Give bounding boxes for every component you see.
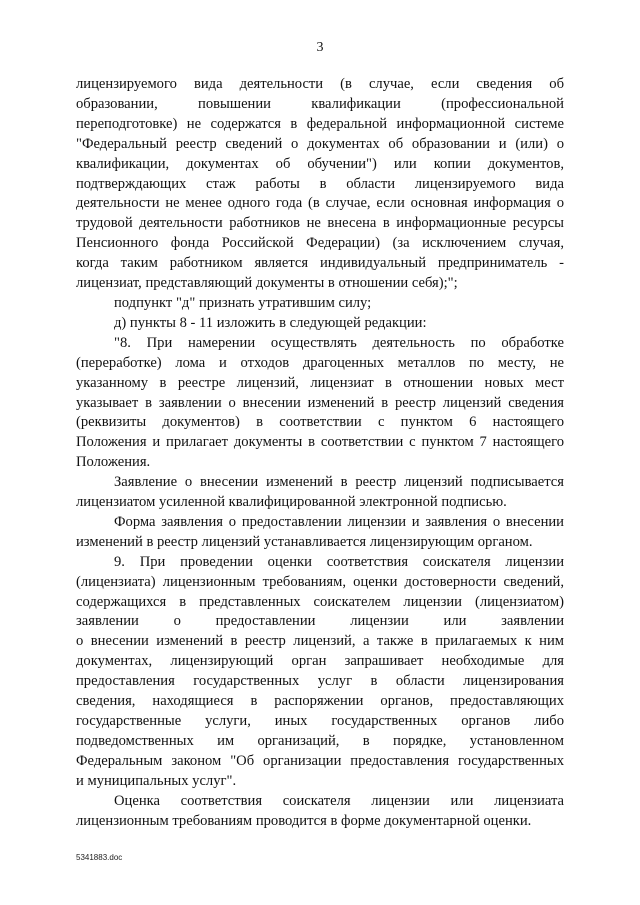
text-line: о внесении изменений в реестр лицензий, а также в прилагаемых к ним — [76, 633, 564, 650]
text-line: документах, лицензирующий орган запрашивает необходимые для — [76, 653, 564, 670]
text-line: переподготовке) не содержатся в федеральной информационной системе — [76, 115, 564, 132]
text-line: лицензиат, представляющий документы в отношении себя);"; — [76, 275, 458, 292]
paragraph-continuation — [76, 75, 564, 294]
text-line: предоставления государственных услуг в области лицензирования — [76, 673, 564, 690]
paragraph-application-form — [76, 513, 564, 553]
text-line: Федеральным законом "Об организации предоставления государственных — [76, 752, 564, 769]
text-line: лицензируемого вида деятельности (в случае, если сведения об — [76, 76, 564, 92]
text-line: деятельности не менее одного года (в случае, если основная информация о — [76, 195, 564, 212]
text-line: Заявление о внесении изменений в реестр лицензий подписывается — [114, 474, 564, 491]
text-line: подведомственных им организаций, в порядке, установленном — [76, 732, 564, 749]
text-line: указанному в реестре лицензий, лицензиат в отношении новых мест — [76, 374, 564, 391]
paragraph-assessment — [76, 792, 564, 832]
text-line: (реквизиты документов) в соответствии с пунктом 6 настоящего — [76, 414, 564, 431]
paragraph-subpoint-d — [76, 294, 564, 314]
text-line: (переработке) лома и отходов драгоценных металлов по месту, не — [76, 354, 564, 371]
text-line: Положения. — [76, 454, 151, 471]
paragraph-signature — [76, 473, 564, 513]
text-line: государственные услуги, иных государственных органов либо — [76, 713, 564, 729]
text-line: сведения, находящиеся в распоряжении органов, предоставляющих — [76, 693, 564, 710]
text-line: Положения и прилагает документы в соответствии с пунктом 7 настоящего — [76, 434, 564, 451]
paragraph-point-9 — [76, 553, 564, 792]
paragraph-points-8-11 — [76, 314, 564, 334]
text-line: лицензионным требованиям проводится в форме документарной оценки. — [76, 812, 532, 829]
text-line: подпункт "д" признать утратившим силу; — [114, 294, 372, 311]
text-line: когда таким работником является индивидуальный предприниматель - — [76, 255, 564, 272]
text-line: 9. При проведении оценки соответствия соискателя лицензии — [114, 553, 564, 570]
page-number: 3 — [316, 40, 324, 55]
text-line: "Федеральный реестр сведений о документах об образовании и (или) о — [76, 135, 564, 152]
document-body — [76, 75, 564, 831]
text-line: (лицензиата) лицензионным требованиям, оценки достоверности сведений, — [76, 573, 564, 590]
text-line: "8. При намерении осуществлять деятельность по обработке — [114, 334, 564, 351]
text-line: образовании, повышении квалификации (профессиональной — [76, 95, 564, 112]
text-line: лицензиатом усиленной квалифицированной электронной подписью. — [76, 494, 507, 511]
text-line: заявлении о предоставлении лицензии или заявлении — [76, 613, 564, 630]
text-line: Пенсионного фонда Российской Федерации) (за исключением случая, — [76, 235, 564, 252]
text-line: трудовой деятельности работников не внесена в информационные ресурсы — [76, 215, 564, 232]
paragraph-point-8 — [76, 334, 564, 473]
text-line: содержащихся в представленных соискателем лицензии (лицензиатом) — [76, 593, 564, 610]
document-file-code: 5341883.doc — [76, 853, 123, 862]
text-line: квалификации, документах об обучении") или копии документов, — [76, 155, 564, 172]
text-line: д) пункты 8 - 11 изложить в следующей редакции: — [114, 314, 427, 331]
text-line: указывает в заявлении о внесении изменений в реестр лицензий сведения — [76, 394, 564, 411]
text-line: и муниципальных услуг". — [76, 772, 237, 789]
text-line: изменений в реестр лицензий устанавливается лицензирующим органом. — [76, 533, 533, 550]
text-line: подтверждающих стаж работы в области лицензируемого вида — [76, 175, 564, 192]
text-line: Форма заявления о предоставлении лицензии и заявления о внесении — [114, 513, 564, 530]
text-line: Оценка соответствия соискателя лицензии или лицензиата — [114, 792, 564, 809]
